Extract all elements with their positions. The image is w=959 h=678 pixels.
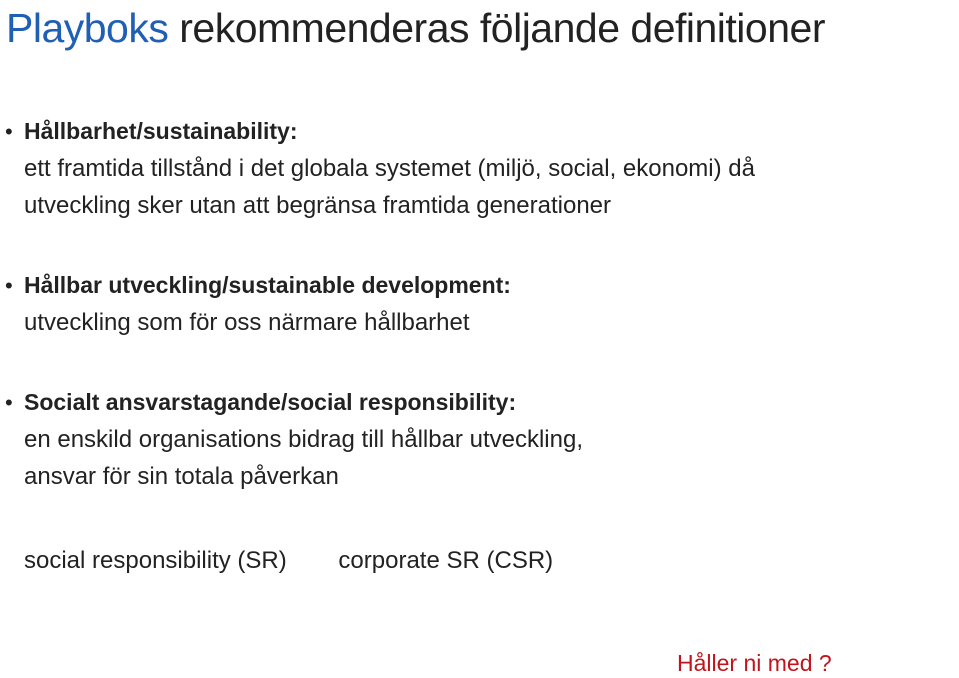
title-accent-word: Playboks [6,5,169,51]
acronym-sr: social responsibility (SR) [24,547,287,574]
footer-question: Håller ni med ? [677,650,832,676]
title-rest: rekommenderas följande definitioner [168,5,825,51]
definition-item-sustainable-development [0,267,959,341]
definition-text-line: ett framtida tillstånd i det globala systemet (miljö, social, ekonomi) då [24,155,755,182]
definition-text-line: utveckling som för oss närmare hållbarhet [24,309,470,336]
definition-text-line: en enskild organisations bidrag till hållbar utveckling, [24,426,583,453]
slide-title [6,2,825,54]
definition-term: Hållbar utveckling/sustainable development: [24,272,511,298]
definition-text-line: utveckling sker utan att begränsa framtida generationer [24,192,612,219]
bullet-dot-icon: • [5,119,13,144]
definition-text-line: ansvar för sin totala påverkan [24,463,339,490]
acronym-row [24,542,553,579]
acronym-csr: corporate SR (CSR) [338,547,554,574]
definition-item-sustainability [0,113,959,224]
definition-item-social-responsibility [0,384,959,495]
definition-term: Socialt ansvarstagande/social responsibility: [24,389,517,415]
definition-list [0,113,959,495]
bullet-dot-icon: • [5,273,13,298]
bullet-dot-icon: • [5,390,13,415]
definition-term: Hållbarhet/sustainability: [24,118,298,144]
